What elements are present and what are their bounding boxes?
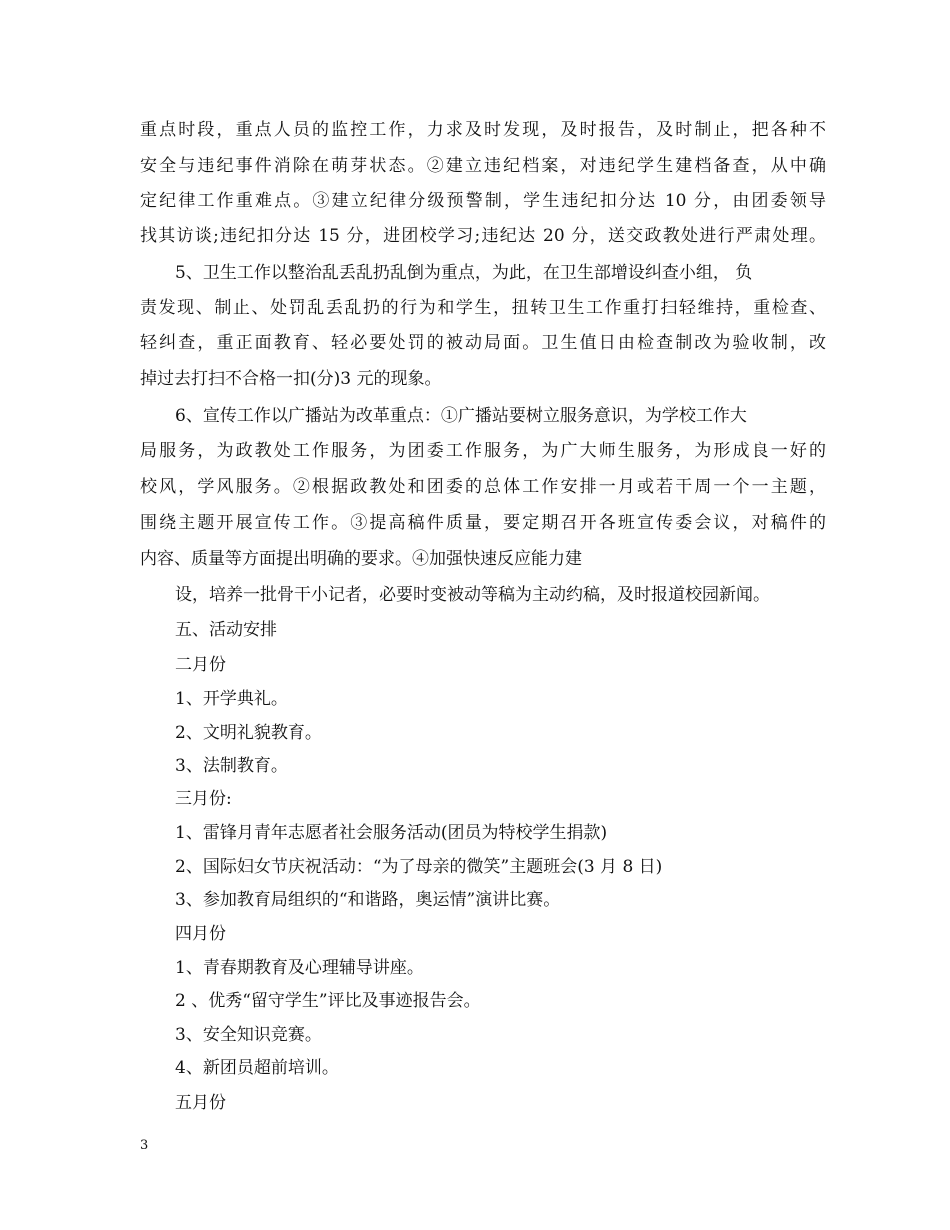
body-line: 5、卫生工作以整治乱丢乱扔乱倒为重点，为此，在卫生部增设纠查小组， 负	[175, 263, 753, 283]
body-line: 内容、质量等方面提出明确的要求。④加强快速反应能力建	[140, 549, 582, 569]
month-heading: 三月份:	[175, 789, 232, 809]
list-item: 1、开学典礼。	[175, 689, 288, 709]
list-item: 3、参加教育局组织的“和谐路，奥运情”演讲比赛。	[175, 890, 561, 910]
body-line: 定纪律工作重难点。③建立纪律分级预警制，学生违纪扣分达 10 分，由团委领导	[140, 191, 826, 211]
body-line: 围绕主题开展宣传工作。③提高稿件质量，要定期召开各班宣传委会议，对稿件的	[140, 513, 826, 533]
body-line: 6、宣传工作以广播站为改革重点：①广播站要树立服务意识，为学校工作大	[175, 406, 747, 426]
body-line: 设，培养一批骨干小记者，必要时变被动等稿为主动约稿，及时报道校园新闻。	[175, 585, 770, 605]
body-line: 局服务，为政教处工作服务，为团委工作服务，为广大师生服务，为形成良一好的	[140, 441, 826, 461]
list-item: 2 、优秀“留守学生”评比及事迹报告会。	[175, 991, 481, 1011]
list-item: 1、雷锋月青年志愿者社会服务活动(团员为特校学生捐款)	[175, 823, 608, 843]
list-item: 1、青春期教育及心理辅导讲座。	[175, 958, 424, 978]
list-item: 2、文明礼貌教育。	[175, 723, 322, 743]
body-line: 校风，学风服务。②根据政教处和团委的总体工作安排一月或若干周一个一主题，	[140, 477, 826, 497]
body-line: 安全与违纪事件消除在萌芽状态。②建立违纪档案，对违纪学生建档备查，从中确	[140, 156, 826, 176]
list-item: 2、国际妇女节庆祝活动：“为了母亲的微笑”主题班会(3 月 8 日)	[175, 857, 663, 877]
list-item: 3、安全知识竞赛。	[175, 1025, 322, 1045]
month-heading: 二月份	[175, 655, 226, 675]
month-heading: 五月份	[175, 1093, 226, 1113]
section-heading: 五、活动安排	[175, 620, 277, 640]
body-line: 找其访谈;违纪扣分达 15 分，进团校学习;违纪达 20 分，送交政教处进行严肃处理。	[140, 226, 826, 246]
body-line: 掉过去打扫不合格一扣(分)3 元的现象。	[140, 369, 442, 389]
body-line: 重点时段，重点人员的监控工作，力求及时发现，及时报告，及时制止，把各种不	[140, 120, 826, 140]
body-line: 责发现、制止、处罚乱丢乱扔的行为和学生，扭转卫生工作重打扫轻维持，重检查、	[140, 298, 826, 318]
page-number: 3	[140, 1138, 149, 1153]
list-item: 4、新团员超前培训。	[175, 1058, 339, 1078]
list-item: 3、法制教育。	[175, 756, 288, 776]
body-line: 轻纠查，重正面教育、轻必要处罚的被动局面。卫生值日由检查制改为验收制，改	[140, 333, 826, 353]
month-heading: 四月份	[175, 924, 226, 944]
